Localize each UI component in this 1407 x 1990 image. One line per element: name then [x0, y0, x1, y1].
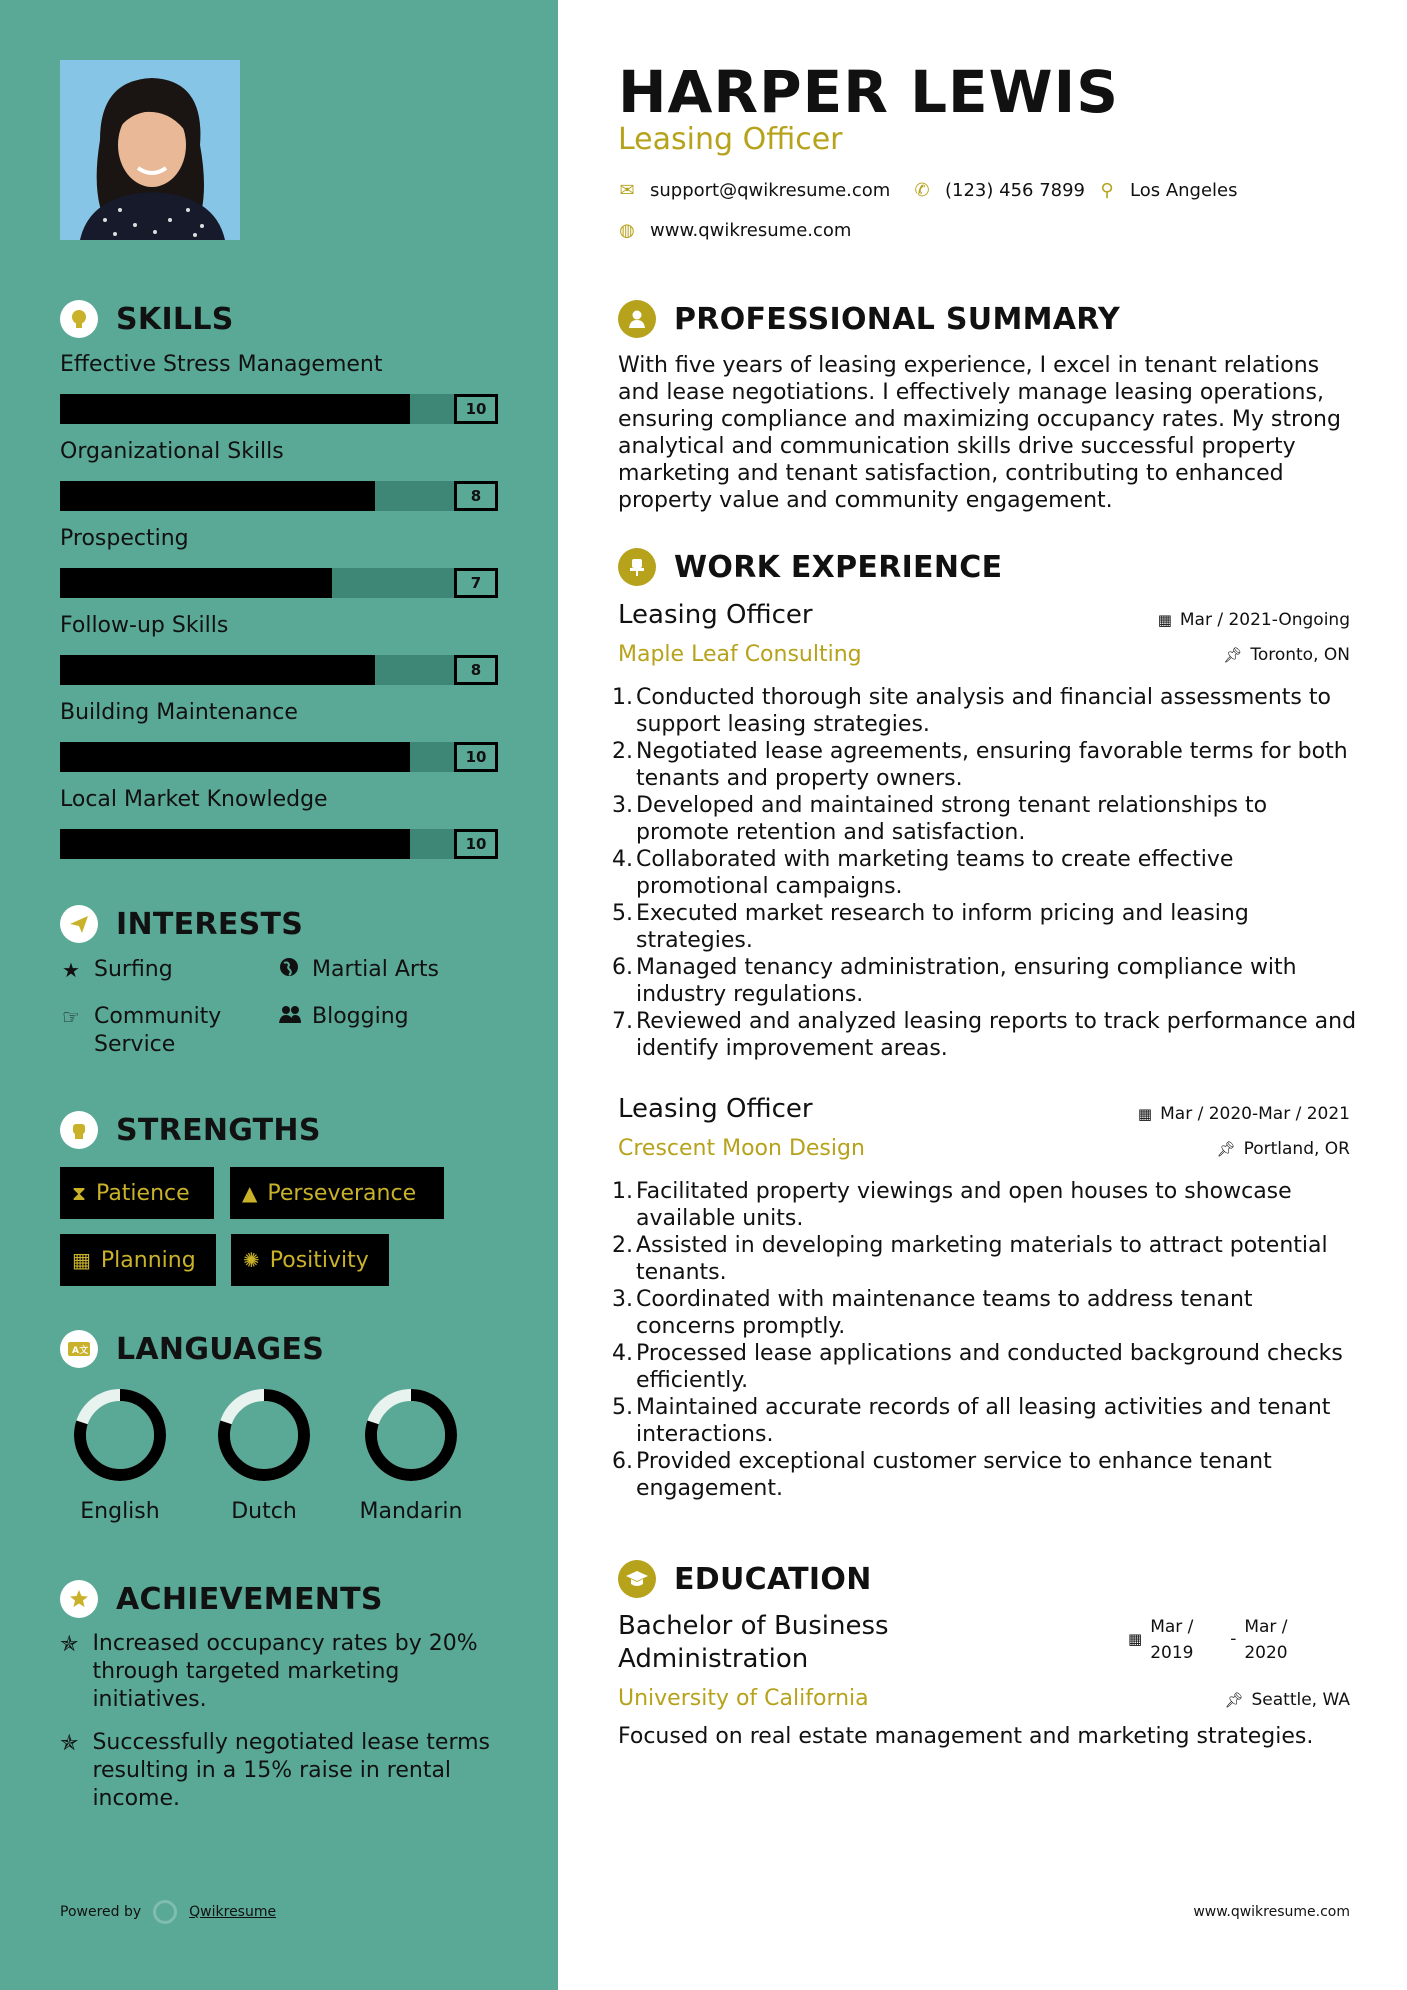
language-ring — [214, 1385, 314, 1485]
strength-badge: ⧗ Patience — [60, 1167, 214, 1219]
email-contact: ✉ support@qwikresume.com — [619, 180, 891, 201]
skill-level: 10 — [454, 829, 498, 859]
star-burst-icon: ✯ — [60, 1632, 79, 1657]
list-item: 3. Coordinated with maintenance teams to address tenant concerns promptly. — [612, 1287, 1253, 1339]
candidate-name: HARPER LEWIS — [618, 58, 1119, 126]
list-item: 6. Managed tenancy administration, ensuring compliance with industry regulations. — [612, 955, 1297, 1007]
translate-icon — [60, 1330, 98, 1368]
footer-url[interactable]: www.qwikresume.com — [1193, 1904, 1350, 1920]
interest-item: Martial Arts — [278, 956, 439, 984]
fist-icon — [60, 1111, 98, 1149]
envelope-icon: ✉ — [619, 180, 635, 201]
list-item: 7. Reviewed and analyzed leasing reports to track performance and identify improvement areas. — [612, 1009, 1357, 1061]
qwikresume-link[interactable]: Qwikresume — [189, 1904, 277, 1920]
skill-level: 10 — [454, 394, 498, 424]
interests-heading: INTERESTS — [60, 905, 303, 943]
powered-by: Powered by Qwikresume — [60, 1900, 276, 1924]
job-dates: ▦ Mar / 2020-Mar / 2021 — [1137, 1104, 1350, 1124]
pushpin-icon: 📌︎ — [1224, 1691, 1244, 1709]
skill-level: 8 — [454, 481, 498, 511]
skill-fill — [60, 742, 410, 772]
job-dates: ▦ Mar / 2021-Ongoing — [1157, 610, 1350, 630]
skill-bar — [60, 655, 498, 685]
skill-name: Prospecting — [60, 526, 189, 551]
skills-heading: SKILLS — [60, 300, 234, 338]
skill-level: 10 — [454, 742, 498, 772]
duties-list — [612, 684, 1358, 1062]
interest-item: ☞ Community Service — [60, 1003, 221, 1059]
skill-fill — [60, 394, 410, 424]
skill-bar — [60, 829, 498, 859]
strength-badge: ✺ Positivity — [231, 1234, 389, 1286]
achievement-item: ✯ Successfully negotiated lease terms resulting in a 15% raise in rental income. — [60, 1730, 490, 1811]
users-icon — [278, 1003, 300, 1031]
skill-fill — [60, 655, 375, 685]
skill-item — [60, 787, 498, 859]
main-content — [558, 0, 1407, 1990]
experience-heading: WORK EXPERIENCE — [618, 548, 1002, 586]
lightbulb-icon — [60, 300, 98, 338]
degree-title: Bachelor of Business Administration — [618, 1611, 889, 1674]
pushpin-icon: 📌︎ — [1223, 646, 1243, 664]
strength-badge: ▲ Perseverance — [230, 1167, 444, 1219]
skill-bar — [60, 481, 498, 511]
skill-name: Organizational Skills — [60, 439, 284, 464]
star-burst-icon: ✯ — [60, 1731, 79, 1756]
language-item — [194, 1385, 334, 1524]
globe-icon — [278, 956, 300, 984]
language-name: English — [80, 1499, 160, 1524]
road-icon: ▲ — [242, 1181, 258, 1205]
website-contact: ◍ www.qwikresume.com — [619, 220, 852, 241]
job-title: Leasing Officer — [618, 1094, 813, 1124]
achievement-item: ✯ Increased occupancy rates by 20% through targeted marketing initiatives. — [60, 1631, 478, 1712]
interest-item: Blogging — [278, 1003, 409, 1031]
company-name: Maple Leaf Consulting — [618, 642, 862, 667]
job-location: 📌︎ Toronto, ON — [1223, 645, 1350, 665]
skill-level: 7 — [454, 568, 498, 598]
list-item: 2. Assisted in developing marketing materials to attract potential tenants. — [612, 1233, 1328, 1285]
pushpin-icon: 📌︎ — [1216, 1140, 1236, 1158]
calendar-icon: ▦ — [72, 1248, 91, 1272]
summary-heading: PROFESSIONAL SUMMARY — [618, 300, 1120, 338]
svg-text:A文: A文 — [72, 1346, 89, 1356]
skill-level: 8 — [454, 655, 498, 685]
calendar-icon: ▦ — [1157, 611, 1172, 629]
graduation-cap-icon — [618, 1560, 656, 1598]
phone-contact: ✆ (123) 456 7899 — [914, 180, 1086, 201]
list-item: 5. Executed market research to inform pricing and leasing strategies. — [612, 901, 1249, 953]
profile-photo — [60, 60, 240, 240]
education-heading: EDUCATION — [618, 1560, 872, 1598]
hand-icon: ☞ — [62, 1005, 80, 1029]
skill-item — [60, 526, 498, 598]
hourglass-icon: ⧗ — [72, 1181, 87, 1205]
skill-bar — [60, 568, 498, 598]
school-location: 📌︎ Seattle, WA — [1224, 1690, 1350, 1710]
skill-item — [60, 439, 498, 511]
list-item: 5. Maintained accurate records of all leasing activities and tenant interactions. — [612, 1395, 1331, 1447]
calendar-icon: ▦ — [1137, 1105, 1153, 1123]
skill-bar — [60, 394, 498, 424]
language-name: Dutch — [231, 1499, 297, 1524]
job-location: 📌︎ Portland, OR — [1216, 1139, 1350, 1159]
language-ring — [70, 1385, 170, 1485]
list-item: 3. Developed and maintained strong tenant relationships to promote retention and satisfaction. — [612, 793, 1268, 845]
languages-heading: A文 LANGUAGES — [60, 1330, 324, 1368]
skill-fill — [60, 568, 332, 598]
skill-bar — [60, 742, 498, 772]
list-item: 2. Negotiated lease agreements, ensuring favorable terms for both tenants and property owners. — [612, 739, 1348, 791]
strengths-heading: STRENGTHS — [60, 1111, 321, 1149]
language-ring — [361, 1385, 461, 1485]
list-item: 1. Facilitated property viewings and open houses to showcase available units. — [612, 1179, 1292, 1231]
skill-name: Local Market Knowledge — [60, 787, 328, 812]
strength-badge: ▦ Planning — [60, 1234, 216, 1286]
globe-icon: ◍ — [619, 220, 635, 241]
skill-item — [60, 352, 498, 424]
phone-icon: ✆ — [914, 180, 930, 201]
chair-icon — [618, 548, 656, 586]
user-icon — [618, 300, 656, 338]
sun-icon: ✺ — [243, 1248, 260, 1272]
language-item — [50, 1385, 190, 1524]
interest-item: ★ Surfing — [60, 956, 173, 984]
achievements-heading: ACHIEVEMENTS — [60, 1580, 383, 1618]
map-pin-icon: ⚲ — [1100, 180, 1114, 201]
candidate-role: Leasing Officer — [618, 122, 843, 157]
skill-item — [60, 613, 498, 685]
sidebar — [0, 0, 558, 1990]
job-title: Leasing Officer — [618, 600, 813, 630]
school-name: University of California — [618, 1686, 869, 1711]
qwikresume-logo-icon — [153, 1900, 177, 1924]
company-name: Crescent Moon Design — [618, 1136, 865, 1161]
list-item: 4. Collaborated with marketing teams to create effective promotional campaigns. — [612, 847, 1234, 899]
skill-item — [60, 700, 498, 772]
paper-plane-icon — [60, 905, 98, 943]
skill-name: Effective Stress Management — [60, 352, 383, 377]
skill-fill — [60, 481, 375, 511]
skill-fill — [60, 829, 410, 859]
calendar-icon: ▦ — [1128, 1630, 1143, 1648]
skill-name: Follow-up Skills — [60, 613, 229, 638]
list-item: 1. Conducted thorough site analysis and financial assessments to support leasing strategies. — [612, 685, 1331, 737]
duties-list — [612, 1178, 1358, 1502]
award-star-icon — [60, 1580, 98, 1618]
education-dates: ▦ Mar / 2019 - Mar / 2020 — [1128, 1614, 1304, 1666]
location-contact: ⚲ Los Angeles — [1098, 180, 1238, 201]
summary-text: With five years of leasing experience, I excel in tenant relations and lease negotiations. I effectively manage leasing operations, ensuring compliance and maximizing occupancy rates. My strong analytical and communication skills drive successful property marketing and tenant satisfaction, contributing to enhanced property value and community engagement. — [618, 353, 1341, 513]
education-note: Focused on real estate management and marketing strategies. — [618, 1724, 1314, 1749]
star-icon: ★ — [62, 958, 80, 982]
list-item: 4. Processed lease applications and conducted background checks efficiently. — [612, 1341, 1343, 1393]
language-item — [341, 1385, 481, 1524]
list-item: 6. Provided exceptional customer service to enhance tenant engagement. — [612, 1449, 1272, 1501]
skill-name: Building Maintenance — [60, 700, 298, 725]
language-name: Mandarin — [359, 1499, 463, 1524]
